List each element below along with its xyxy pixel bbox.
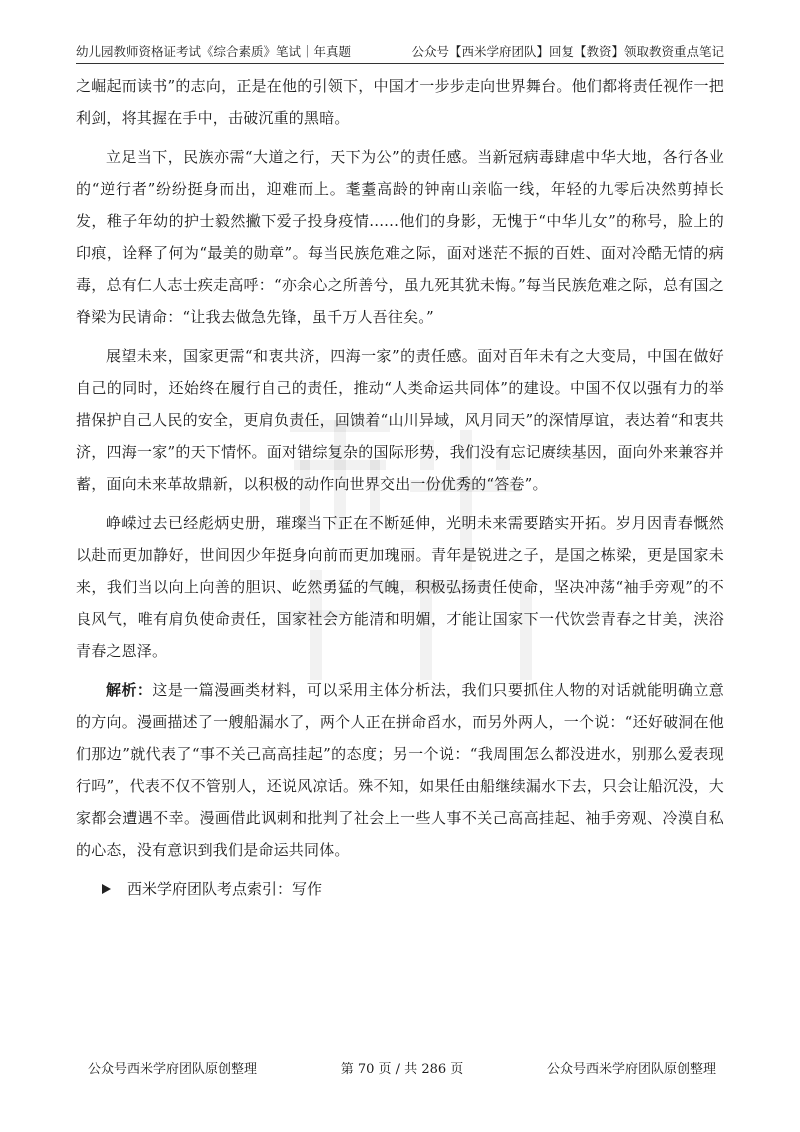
index-note-text: 西米学府团队考点索引：写作 (127, 880, 323, 898)
arrow-bullet-icon (102, 884, 111, 894)
paragraph-conclusion: 峥嵘过去已经彪炳史册，璀璨当下正在不断延伸，光明未来需要踏实开拓。岁月因青春慨然以赴而更加静好，世间因少年挺身向前而更加瑰丽。青年是锐进之子，是国之栋梁，更是国家未来，我们当以向上向善的胆识、屹然勇猛的气魄，积极弘扬责任使命，坚决冲荡“袖手旁观”的不良风气，唯有肩负使命责任，国家社会方能清和明媚，才能让国家下一代饮尝青春之甘美，浃浴青春之恩泽。 (76, 514, 724, 660)
document-body (76, 70, 724, 905)
footer-right-text: 公众号西米学府团队原创整理 (546, 1062, 716, 1077)
page-footer (76, 1058, 724, 1077)
analysis-label: 解析： (106, 681, 153, 699)
header-right-text: 公众号【西米学府团队】回复【教资】领取教资重点笔记 (411, 44, 724, 59)
analysis-paragraph (76, 674, 724, 866)
page-number: 第 70 页 / 共 286 页 (340, 1062, 464, 1077)
footer-left-text: 公众号西米学府团队原创整理 (88, 1062, 258, 1077)
index-note (76, 873, 724, 905)
paragraph-continuation: 之崛起而读书”的志向，正是在他的引领下，中国才一步步走向世界舞台。他们都将责任视作一把利剑，将其握在手中，击破沉重的黑暗。 (76, 77, 724, 127)
page-header (76, 36, 724, 64)
paragraph-future: 展望未来，国家更需“和衷共济，四海一家”的责任感。面对百年未有之大变局，中国在做好自己的同时，还始终在履行自己的责任，推动“人类命运共同体”的建设。中国不仅以强有力的举措保护自己人民的安全，更肩负责任，回馈着“山川异域，风月同天”的深情厚谊，表达着“和衷共济，四海一家”的天下情怀。面对错综复杂的国际形势，我们没有忘记赓续基因，面向外来兼容并蓄，面向未来革故鼎新，以积极的动作向世界交出一份优秀的“答卷”。 (76, 347, 724, 493)
header-left-text: 幼儿园教师资格证考试《综合素质》笔试｜年真题 (76, 44, 352, 59)
paragraph-present: 立足当下，民族亦需“大道之行，天下为公”的责任感。当新冠病毒肆虐中华大地，各行各业的“逆行者”纷纷挺身而出，迎难而上。耄耋高龄的钟南山亲临一线，年轻的九零后决然剪掉长发，稚子年幼的护士毅然撇下爱子投身疫情......他们的身影，无愧于“中华儿女”的称号，脸上的印痕，诠释了何为“最美的勋章”。每当民族危难之际，面对迷茫不振的百姓、面对冷酷无情的病毒，总有仁人志士疾走高呼：“亦余心之所善兮，虽九死其犹未悔。”每当民族危难之际，总有国之脊梁为民请命：“让我去做急先锋，虽千万人吾往矣。” (76, 148, 724, 326)
analysis-text: 这是一篇漫画类材料，可以采用主体分析法，我们只要抓住人物的对话就能明确立意的方向。漫画描述了一艘船漏水了，两个人正在拼命舀水，而另外两人，一个说：“还好破洞在他们那边”就代表了“事不关己高高挂起”的态度；另一个说：“我周围怎么都没进水，别那么爱表现行吗”，代表不仅不管别人，还说风凉话。殊不知，如果任由船继续漏水下去，只会让船沉没，大家都会遭遇不幸。漫画借此讽刺和批判了社会上一些人事不关己高高挂起、袖手旁观、冷漠自私的心态，没有意识到我们是命运共同体。 (76, 681, 724, 859)
